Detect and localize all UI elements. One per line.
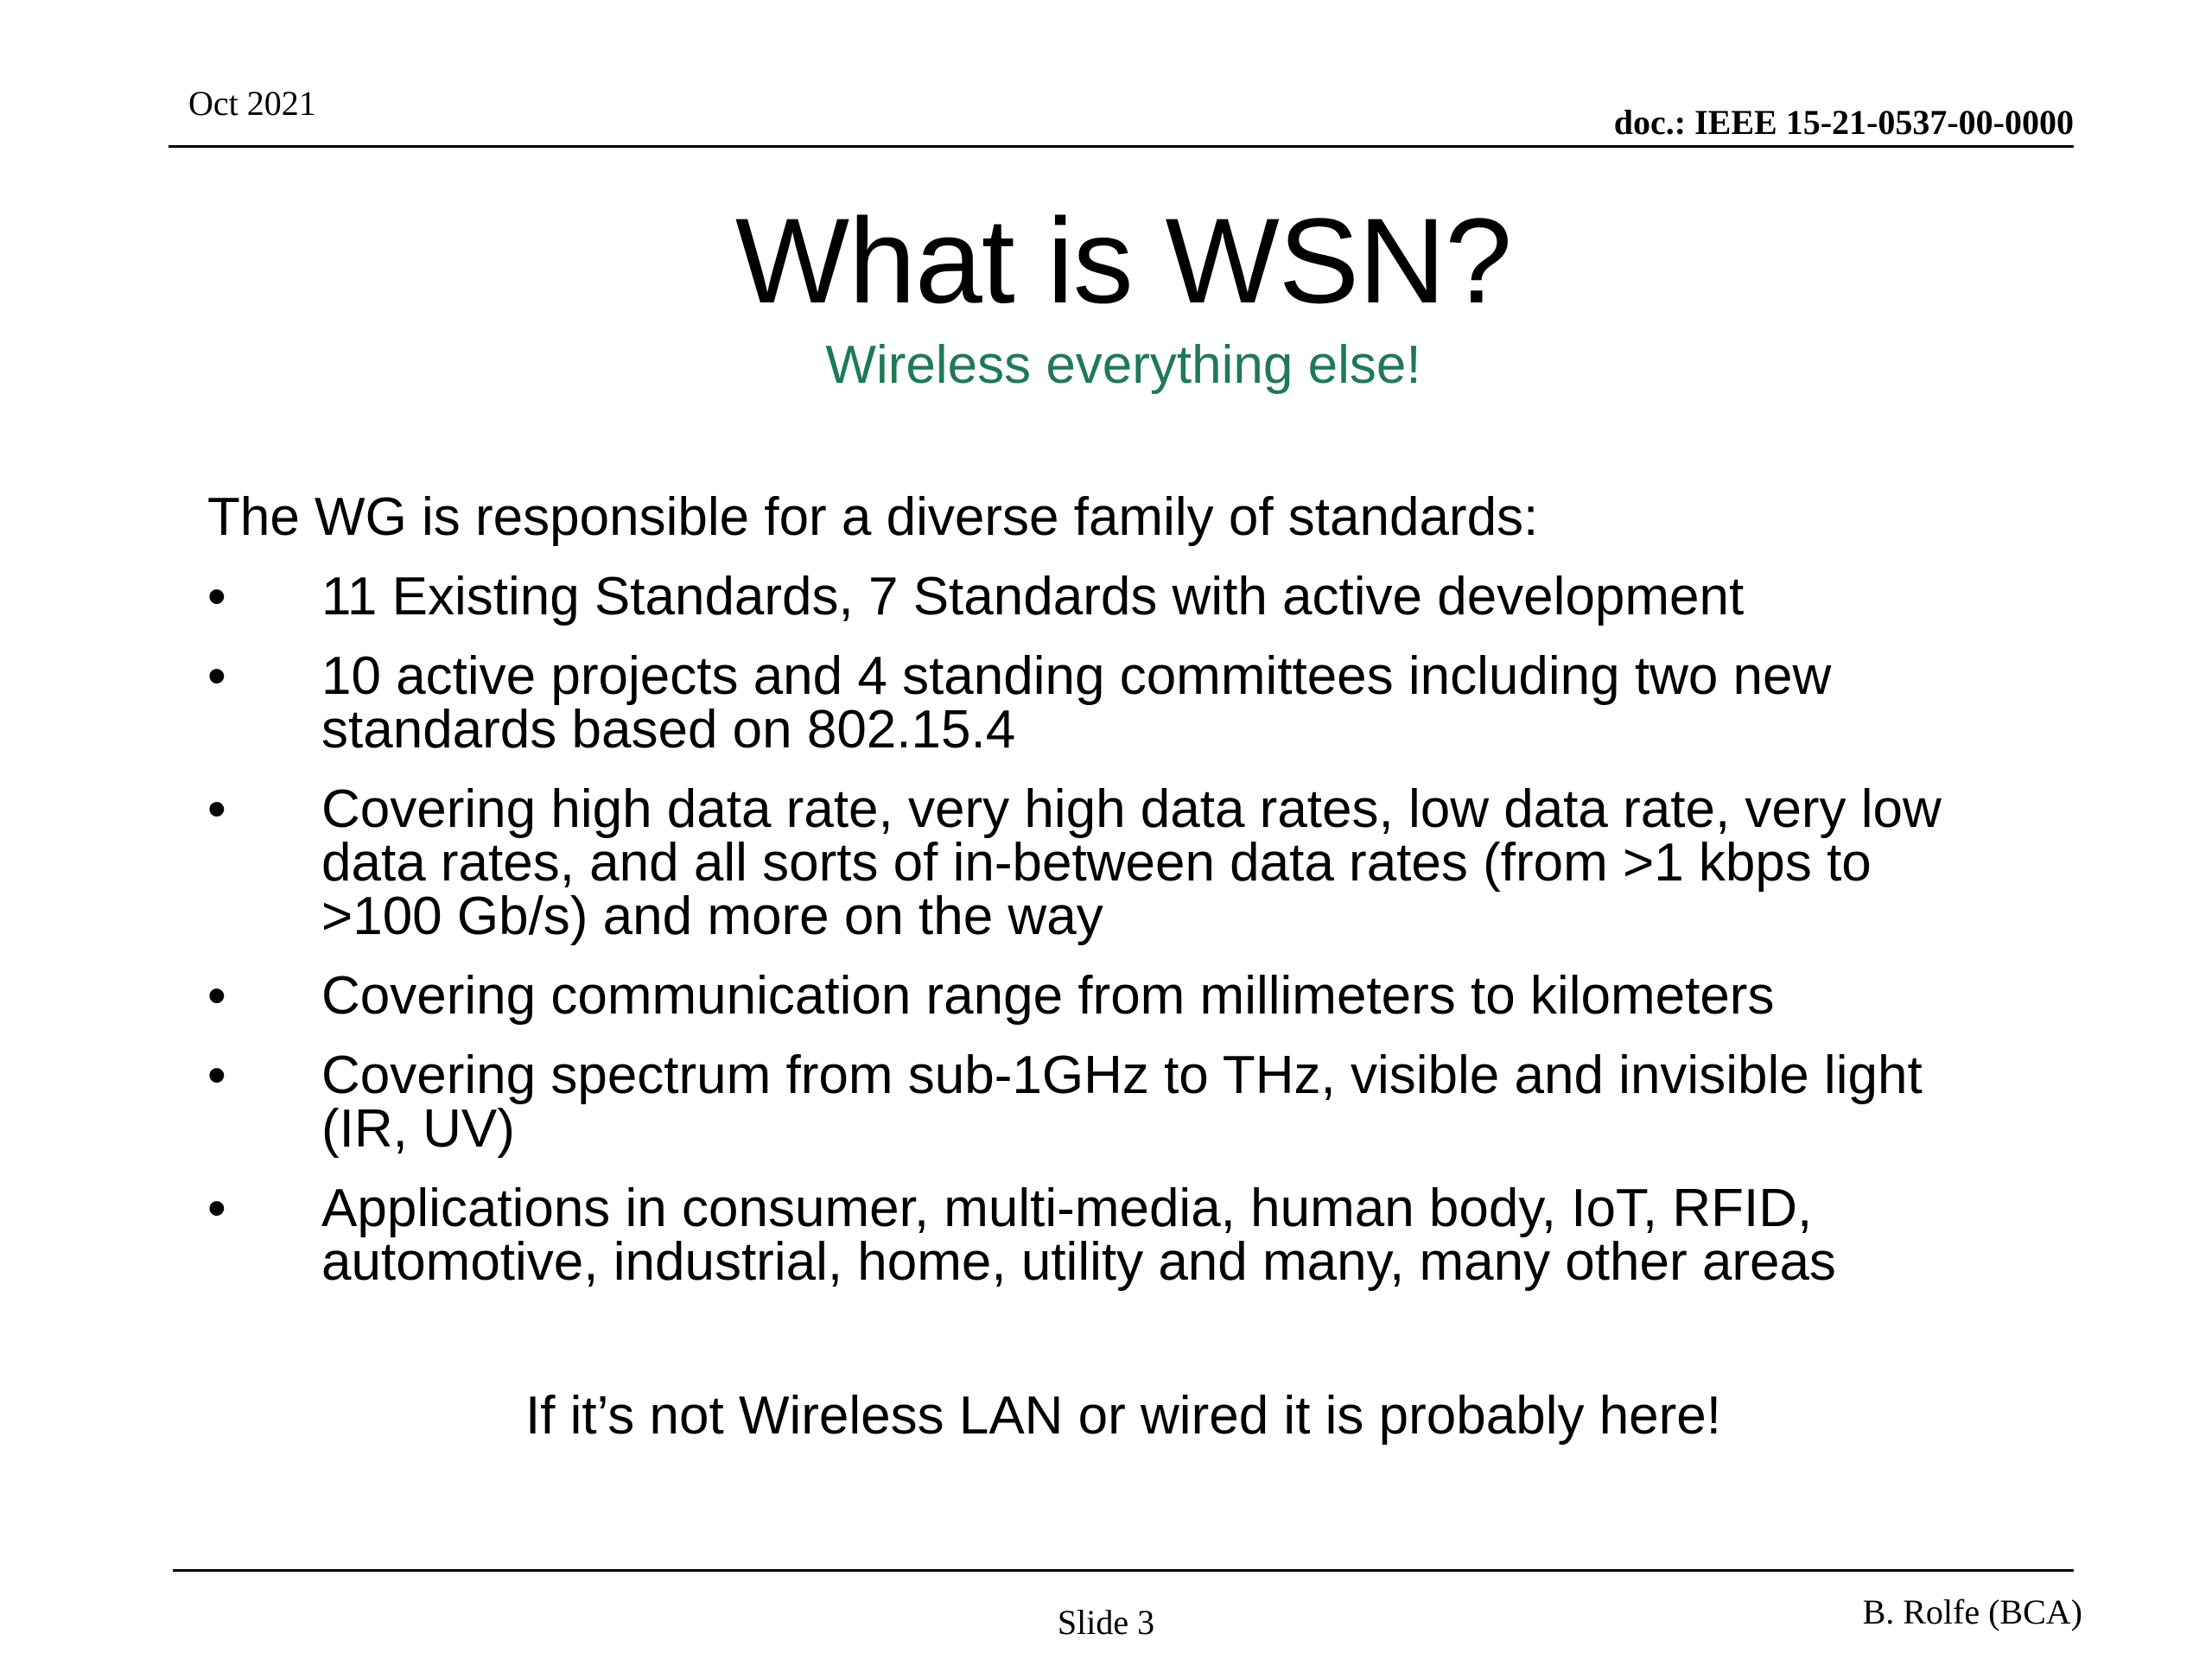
bullet-text: Covering spectrum from sub-1GHz to THz, visible and invisible light (IR, UV) xyxy=(321,1046,1923,1159)
intro-text: The WG is responsible for a diverse family of standards: xyxy=(207,487,1539,547)
bullet-mark: • xyxy=(207,1046,226,1105)
bullet-list xyxy=(207,567,2108,1292)
slide-subtitle: Wireless everything else! xyxy=(825,335,1421,395)
bullet-item xyxy=(207,966,2005,1026)
header-doc-id: doc.: IEEE 15-21-0537-00-0000 xyxy=(1613,103,2074,142)
header-divider xyxy=(168,145,2074,148)
bullet-mark: • xyxy=(207,966,226,1026)
footer-author: B. Rolfe (BCA) xyxy=(1862,1592,2082,1631)
header-date: Oct 2021 xyxy=(188,84,316,123)
slide-title: What is WSN? xyxy=(734,193,1512,328)
slide-content xyxy=(207,487,2108,1315)
slide-number: Slide 3 xyxy=(1057,1603,1155,1642)
footer-divider xyxy=(173,1569,2074,1572)
bullet-text: 11 Existing Standards, 7 Standards with active development xyxy=(321,567,1745,626)
bullet-item xyxy=(207,567,2005,626)
bullet-text: Covering communication range from millimeters to kilometers xyxy=(321,966,1775,1026)
bullet-item xyxy=(207,1046,2005,1159)
bullet-text: 10 active projects and 4 standing committees including two new standards based on 802.15.4 xyxy=(321,646,1832,760)
bullet-text: Applications in consumer, multi-media, human body, IoT, RFID, automotive, industrial, home, utility and many, many other areas xyxy=(321,1179,1836,1292)
bullet-text: Covering high data rate, very high data rates, low data rate, very low data rates, and all sorts of in-between data rates (from >1 kbps to >100 Gb/s) and more on the way xyxy=(321,779,1942,946)
closing-statement: If it’s not Wireless LAN or wired it is probably here! xyxy=(524,1386,1722,1446)
bullet-mark: • xyxy=(207,567,226,626)
bullet-item xyxy=(207,779,2005,946)
bullet-mark: • xyxy=(207,646,226,706)
bullet-item xyxy=(207,646,2005,760)
bullet-item xyxy=(207,1179,2005,1292)
bullet-mark: • xyxy=(207,779,226,839)
bullet-mark: • xyxy=(207,1179,226,1238)
